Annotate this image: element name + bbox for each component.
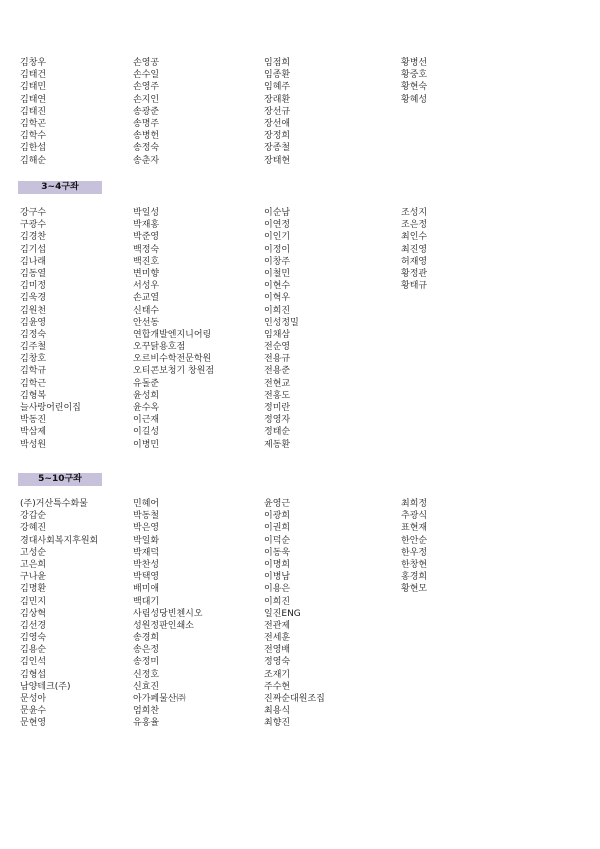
donor-name: 진짜순대원조집 (264, 694, 325, 704)
donor-name: 이연정 (264, 220, 291, 231)
donor-name: 임종환 (264, 70, 291, 81)
name-column-3 (264, 57, 290, 167)
donor-name: 홍경희 (401, 572, 428, 583)
name-column-4 (401, 498, 427, 596)
donor-name: 고성순 (20, 547, 47, 558)
donor-name: 이근재 (133, 415, 160, 426)
donor-name: 일진ENG (264, 608, 301, 619)
donor-name: 김윤영 (20, 317, 47, 328)
donor-name: 송광준 (133, 106, 160, 117)
donor-name: 전홍도 (264, 390, 291, 401)
donor-name: 이용은 (264, 584, 291, 595)
name-column-2 (133, 57, 159, 167)
donor-name: 윤영근 (264, 499, 291, 509)
donor-name: 최향진 (264, 718, 291, 729)
donor-name: 강혜진 (20, 523, 47, 534)
donor-name: 김태진 (20, 106, 47, 117)
donor-name: 박은영 (133, 523, 160, 534)
donor-name: 김인석 (20, 657, 47, 668)
donor-name: 김영숙 (20, 633, 47, 644)
donor-name: 이정이 (264, 244, 291, 255)
donor-name: 임혜주 (264, 82, 291, 93)
donor-name: 주수현 (264, 681, 291, 692)
donor-name: 송정숙 (133, 143, 160, 154)
donor-name: 손수일 (133, 70, 160, 81)
donor-name: 박재홍 (133, 220, 160, 231)
donor-name: 표현재 (401, 523, 428, 534)
donor-name: 구나윤 (20, 572, 47, 583)
donor-name: 장선애 (264, 118, 291, 129)
name-column-3 (264, 498, 325, 730)
donor-name: 이희진 (264, 596, 291, 607)
donor-name: 인성정밀 (264, 317, 299, 328)
donor-name: 백정숙 (133, 244, 160, 255)
donor-name: 박동철 (133, 511, 160, 522)
donor-name: 황현모 (401, 584, 428, 595)
donor-name: 이병남 (264, 572, 291, 583)
donor-name: 한창현 (401, 559, 428, 570)
donor-name: 김원천 (20, 305, 47, 316)
name-column-3 (264, 207, 299, 451)
donor-name: 황태규 (401, 281, 428, 292)
donor-name: 엄희찬 (133, 706, 160, 717)
donor-name: 강구수 (20, 208, 47, 218)
donor-name: 이순남 (264, 208, 291, 218)
name-column-4 (401, 57, 427, 106)
donor-name: 이명희 (264, 559, 291, 570)
donor-name: 황중호 (401, 70, 428, 81)
donor-name: 늘사랑어린이집 (20, 403, 81, 413)
name-column-1 (20, 207, 81, 451)
donor-name: 임채삼 (264, 329, 291, 340)
donor-name: 김경찬 (20, 232, 47, 243)
donor-name: 전순영 (264, 342, 291, 353)
donor-name: 오르비수학전문학원 (133, 354, 212, 365)
donor-name: 전용준 (264, 366, 291, 377)
donor-name: 황혜성 (401, 94, 428, 105)
donor-name: 성원정판인쇄소 (133, 620, 194, 631)
donor-name: 김태연 (20, 94, 47, 105)
donor-name: 안선동 (133, 317, 160, 328)
donor-name: 문윤수 (20, 706, 47, 717)
donor-name: 김창우 (20, 58, 47, 68)
donor-name: 황현숙 (401, 82, 428, 93)
donor-name: 김해순 (20, 155, 47, 166)
donor-name: 김미정 (20, 281, 47, 292)
donor-name: 김나래 (20, 256, 47, 267)
donor-name: 민혜어 (133, 499, 160, 509)
donor-name: 윤성희 (133, 390, 160, 401)
donor-name: 김창호 (20, 354, 47, 365)
donor-name: 최용식 (264, 706, 291, 717)
donor-name: 김선경 (20, 620, 47, 631)
donor-name: 김학규 (20, 366, 47, 377)
donor-name: 송춘자 (133, 155, 160, 166)
donor-name: 남양테크(주) (20, 681, 71, 692)
donor-name: 장선규 (264, 106, 291, 117)
donor-name: 조성지 (401, 208, 428, 218)
donor-name: 황정관 (401, 268, 428, 279)
donor-name: 정태순 (264, 427, 291, 438)
donor-name: 김용순 (20, 645, 47, 656)
name-column-1 (20, 498, 98, 730)
donor-name: 윤수옥 (133, 403, 160, 413)
donor-name: 김태민 (20, 82, 47, 93)
donor-name: 황병선 (401, 58, 428, 68)
donor-name: 최진영 (401, 244, 428, 255)
donor-name: 신정호 (133, 669, 160, 680)
donor-name: 손지인 (133, 94, 160, 105)
donor-name: 이현수 (264, 281, 291, 292)
donor-name: 연합개발엔지니어링 (133, 329, 212, 340)
donor-name: 백진호 (133, 256, 160, 267)
donor-name: 오꾸닭용호점 (133, 342, 186, 353)
donor-name: 이권희 (264, 523, 291, 534)
donor-name: 정영자 (264, 415, 291, 426)
donor-name: 손영주 (133, 82, 160, 93)
donor-name: 신효진 (133, 681, 160, 692)
donor-name: 이병민 (133, 439, 160, 450)
donor-name: 전용규 (264, 354, 291, 365)
donor-name: 제동환 (264, 439, 291, 450)
donor-name: 김형섭 (20, 669, 47, 680)
name-column-4 (401, 207, 427, 292)
donor-name: 서성우 (133, 281, 160, 292)
donor-name: 전영배 (264, 645, 291, 656)
donor-name: 송명주 (133, 118, 160, 129)
donor-name: 이동욱 (264, 547, 291, 558)
donor-name: 송병헌 (133, 131, 160, 142)
donor-name: 사림성당빈첸시오 (133, 608, 203, 619)
donor-name: 손영공 (133, 58, 160, 68)
donor-name: 송정미 (133, 657, 160, 668)
donor-name: 이희진 (264, 305, 291, 316)
donor-name: 아가페물산㈜ (133, 694, 186, 704)
donor-name: 허재영 (401, 256, 428, 267)
donor-name: 박찬성 (133, 559, 160, 570)
donor-name: 정영숙 (264, 657, 291, 668)
donor-name: 이길성 (133, 427, 160, 438)
donor-name: 최인수 (401, 232, 428, 243)
donor-name: 경대사회복지후원회 (20, 535, 99, 546)
donor-name: 조재기 (264, 669, 291, 680)
donor-name: 고은희 (20, 559, 47, 570)
donor-name: 배미애 (133, 584, 160, 595)
donor-name: 이덕순 (264, 535, 291, 546)
donor-name: 박성원 (20, 439, 47, 450)
donor-name: 박동진 (20, 415, 47, 426)
donor-name: 김민지 (20, 596, 47, 607)
donor-name: 조은정 (401, 220, 428, 231)
donor-name: 이창주 (264, 256, 291, 267)
donor-name: 유홍율 (133, 718, 160, 729)
donor-name: 전현교 (264, 378, 291, 389)
donor-name: 김학수 (20, 131, 47, 142)
donor-name: 정미란 (264, 403, 291, 413)
donor-name: 장래환 (264, 94, 291, 105)
donor-name: 김태건 (20, 70, 47, 81)
donor-name: 김상혁 (20, 608, 47, 619)
donor-name: 문성아 (20, 694, 47, 704)
donor-name: 최희정 (401, 499, 428, 509)
donor-name: 손교열 (133, 293, 160, 304)
donor-name: 유돌준 (133, 378, 160, 389)
donor-name: 전관제 (264, 620, 291, 631)
donor-name: 김형복 (20, 390, 47, 401)
donor-name: (주)거산특수화물 (20, 499, 88, 509)
donor-name: 강갑순 (20, 511, 47, 522)
donor-name: 박준영 (133, 232, 160, 243)
name-column-1 (20, 57, 46, 167)
section-header-3-4: 3~4구좌 (18, 181, 102, 194)
donor-name: 변미향 (133, 268, 160, 279)
donor-name: 이광희 (264, 511, 291, 522)
donor-name: 임점희 (264, 58, 291, 68)
donor-name: 박일화 (133, 535, 160, 546)
donor-name: 김정숙 (20, 329, 47, 340)
donor-name: 박택영 (133, 572, 160, 583)
donor-name: 김명환 (20, 584, 47, 595)
donor-name: 이혁우 (264, 293, 291, 304)
donor-name: 장종철 (264, 143, 291, 154)
donor-name: 구광수 (20, 220, 47, 231)
donor-name: 송경희 (133, 633, 160, 644)
donor-name: 김주철 (20, 342, 47, 353)
donor-name: 추광식 (401, 511, 428, 522)
donor-name: 백대기 (133, 596, 160, 607)
donor-name: 한우정 (401, 547, 428, 558)
donor-name: 장태현 (264, 155, 291, 166)
donor-name: 김동열 (20, 268, 47, 279)
donor-name: 이인기 (264, 232, 291, 243)
donor-name: 박재덕 (133, 547, 160, 558)
donor-name: 김학근 (20, 378, 47, 389)
donor-name: 김학곤 (20, 118, 47, 129)
donor-name: 전세훈 (264, 633, 291, 644)
donor-name: 문현영 (20, 718, 47, 729)
donor-name: 박삼제 (20, 427, 47, 438)
section-header-5-10: 5~10구좌 (18, 473, 102, 486)
donor-name: 박일성 (133, 208, 160, 218)
name-column-2 (133, 498, 203, 730)
name-column-2 (133, 207, 214, 451)
donor-name: 이철민 (264, 268, 291, 279)
donor-name: 김기섭 (20, 244, 47, 255)
donor-name: 장정희 (264, 131, 291, 142)
donor-name: 오티콘보청기 창원점 (133, 366, 215, 377)
donor-name: 김욱경 (20, 293, 47, 304)
donor-name: 한안순 (401, 535, 428, 546)
donor-name: 신태수 (133, 305, 160, 316)
donor-name: 송은정 (133, 645, 160, 656)
donor-name: 김한섭 (20, 143, 47, 154)
